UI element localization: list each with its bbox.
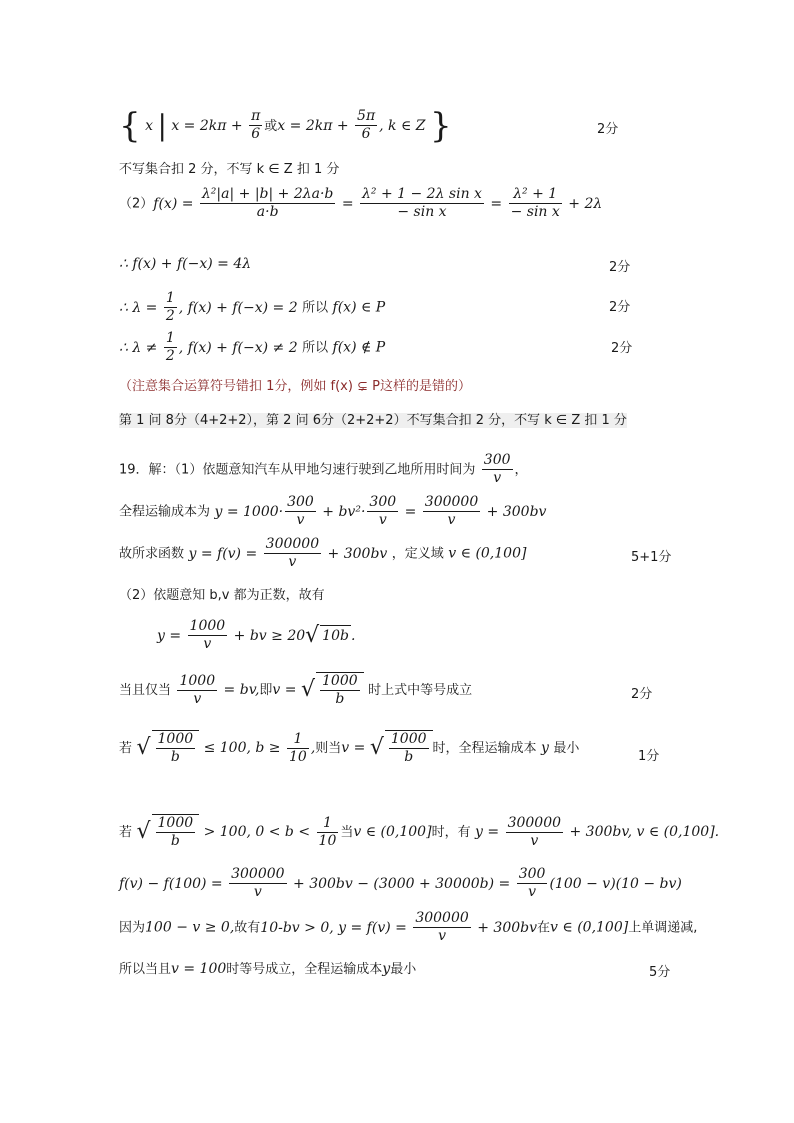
equality-condition-score: 2分 (631, 687, 653, 702)
part2-intro: （2）依题意知 b,v 都为正数，故有 (119, 588, 325, 603)
set-line-score: 2分 (597, 122, 619, 137)
note-red: （注意集合运算符号错扣 1分，例如 f(x) ⊊ P这样的是错的） (119, 379, 471, 394)
case-a-line: 若 √ $\frac{1000}{b}$ ≤ 100, b ≥ $\frac{1}{10}$ ,则当v = √ $\frac{1000}{b}$ 时，全程运输成本 y 最小 (119, 730, 580, 765)
part2-formula: （2）f(x) = $\frac{\text{λ²|a| + |b| + 2λa·b}}{a\cdot b}$ = $\frac{\text{λ² + 1 − 2λ sin x}}{\text{− sin x}}$ = $\frac{\text{λ² + 1}}{\text{− sin x}}$ + 2λ (119, 186, 603, 220)
solution-set-line (119, 105, 679, 146)
function-line-score: 5+1分 (631, 550, 672, 565)
note-scoring: 第 1 问 8分（4+2+2），第 2 问 6分（2+2+2）不写集合扣 2 分，不写 k ∈ Z 扣 1 分 (119, 413, 627, 428)
function-line: 故所求函数 y = f(v) = $\frac{300000}{v}$ + 300bv ，定义域 v ∈ (0,100] (119, 536, 527, 570)
note-1: 不写集合扣 2 分，不写 k ∈ Z 扣 1 分 (119, 162, 340, 177)
case1-score: 2分 (609, 300, 631, 315)
q19-intro: 19．解：（1）依题意知汽车从甲地匀速行驶到乙地所用时间为 $\frac{300}{v}$ ， (119, 452, 528, 486)
inequality-line: y = $\frac{1000}{v}$ + bv ≥ 20√ 10b . (157, 618, 356, 652)
case1-line: ∴ λ = $\frac{1}{2}$ , f(x) + f(−x) = 2 所以 f(x) ∈ P (119, 290, 386, 324)
sum-line-score: 2分 (609, 260, 631, 275)
monotonic-line: 因为100 − v ≥ 0,故有10-bv > 0, y = f(v) = $\frac{300000}{v}$ + 300bv在v ∈ (0,100]上单调递减, (119, 910, 698, 944)
sum-line: ∴ f(x) + f(−x) = 4λ (119, 256, 252, 272)
case2-line: ∴ λ ≠ $\frac{1}{2}$ , f(x) + f(−x) ≠ 2 所以 f(x) ∉ P (119, 330, 386, 364)
final-line-score: 5分 (649, 965, 671, 980)
case-b-line: 若 √ $\frac{1000}{b}$ > 100, 0 < b < $\frac{1}{10}$ 当v ∈ (0,100]时，有 y = $\frac{300000}{v}$ + 300bv, v ∈ (0,100]. (119, 814, 720, 849)
set-expression: { x | x = 2kπ + $\frac{\pi}{6}$ 或x = 2kπ + $\frac{5\pi}{6}$ , k ∈ Z } (119, 105, 452, 146)
difference-line: f(v) − f(100) = $\frac{300000}{v}$ + 300bv − (3000 + 30000b) = $\frac{300}{v}$ (100 − v)(10 − bv) (119, 866, 682, 900)
cost-line: 全程运输成本为 y = 1000· $\frac{300}{v}$ + bv²· $\frac{300}{v}$ = $\frac{300000}{v}$ + 300bv (119, 494, 547, 528)
case-a-score: 1分 (638, 749, 660, 764)
final-line: 所以当且v = 100时等号成立，全程运输成本y最小 (119, 961, 417, 977)
case2-score: 2分 (611, 341, 633, 356)
equality-condition: 当且仅当 $\frac{1000}{v}$ = bv,即v = √ $\frac{1000}{b}$ 时上式中等号成立 (119, 672, 473, 707)
